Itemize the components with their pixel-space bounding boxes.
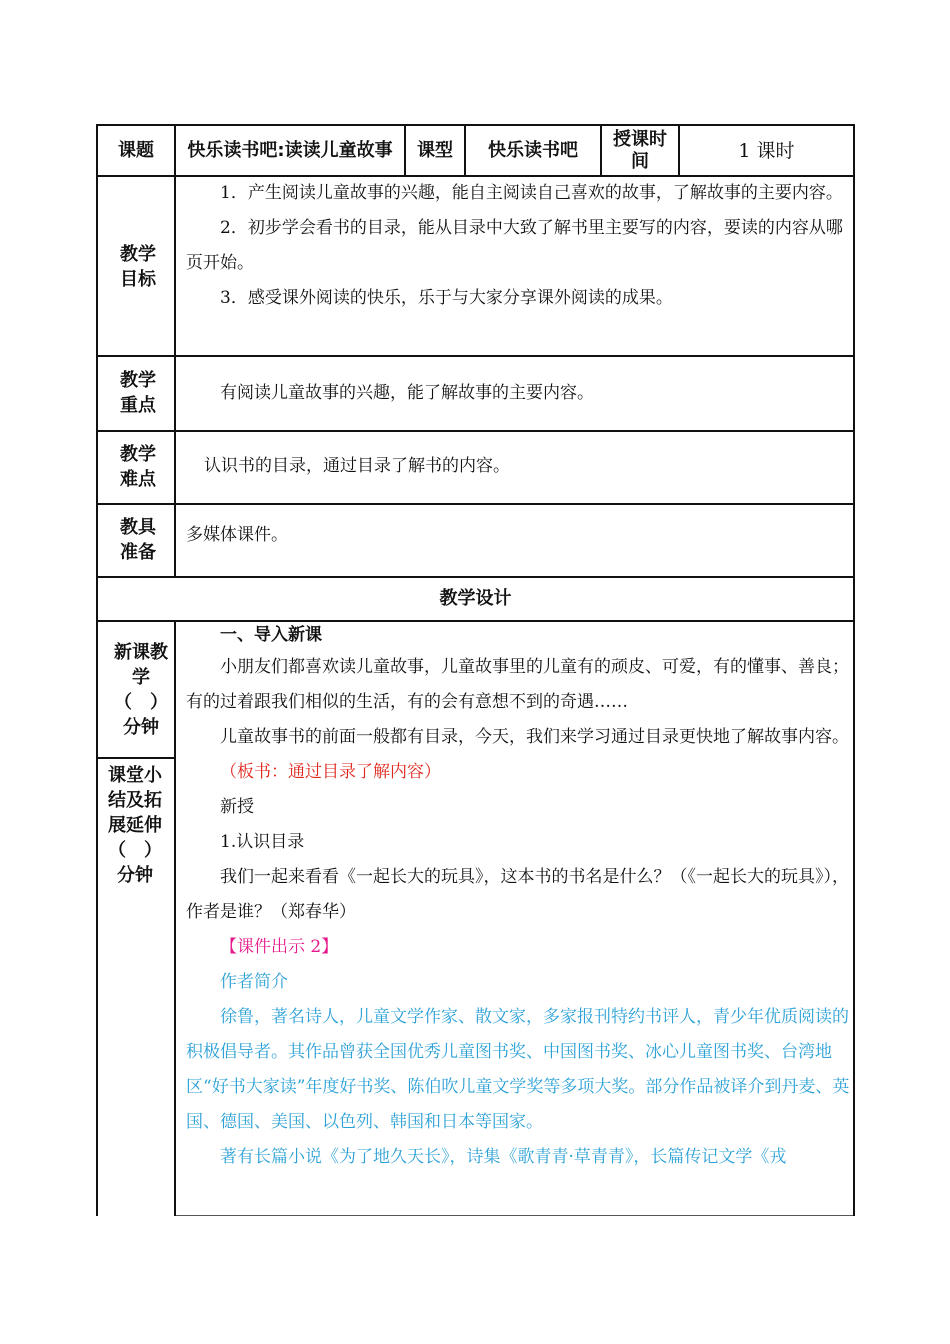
intro-paragraph: 儿童故事书的前面一般都有目录，今天，我们来学习通过目录更快地了解故事内容。 [220, 727, 849, 747]
summary-time-label: 课堂小结及拓展延伸（ ）分钟 [108, 765, 162, 886]
new-lesson-heading: 新授 [220, 797, 254, 817]
materials-text: 多媒体课件。 [186, 525, 288, 545]
section-title: 一、导入新课 [220, 625, 322, 645]
goal-item: 1．产生阅读儿童故事的兴趣，能自主阅读自己喜欢的故事，了解故事的主要内容。 [220, 183, 843, 203]
difficulties-label: 教学难点 [120, 444, 156, 490]
topic-value: 快乐读书吧:读读儿童故事 [187, 139, 393, 161]
author-paragraph: 著有长篇小说《为了地久天长》，诗集《歌青青·草青青》，长篇传记文学《戎 [220, 1147, 787, 1167]
author-heading: 作者简介 [220, 972, 288, 992]
table-border [96, 757, 176, 759]
table-border [176, 1215, 855, 1216]
courseware-note: 【课件出示 2】 [220, 937, 339, 957]
goals-label: 教学目标 [120, 244, 156, 290]
design-content [186, 620, 853, 1175]
new-lesson-time-label: 新课教学（ ）分钟 [114, 642, 168, 738]
table-border [600, 124, 602, 176]
intro-paragraph: 小朋友们都喜欢读儿童故事，儿童故事里的儿童有的顽皮、可爱，有的懂事、善良；有的过着跟我们相似的生活，有的会有意想不到的奇遇…… [186, 657, 849, 712]
goals-content [186, 176, 853, 316]
goal-item: 3．感受课外阅读的快乐，乐于与大家分享课外阅读的成果。 [220, 288, 673, 308]
table-border [96, 430, 855, 432]
question-paragraph: 我们一起来看看《一起长大的玩具》，这本书的书名是什么？（《一起长大的玩具》），作者是谁？（郑春华） [186, 867, 849, 922]
goal-item: 2．初步学会看书的目录，能从目录中大致了解书里主要写的内容，要读的内容从哪页开始。 [186, 218, 843, 273]
difficulties-text: 认识书的目录，通过目录了解书的内容。 [204, 456, 510, 476]
board-note: （板书：通过目录了解内容） [220, 762, 441, 782]
design-title: 教学设计 [439, 588, 512, 609]
table-border [853, 124, 855, 1216]
table-border [96, 124, 98, 1216]
key-points-label: 教学重点 [120, 370, 156, 416]
table-border [174, 620, 176, 1216]
table-border [96, 355, 855, 357]
time-label: 授课时间 [613, 128, 667, 172]
materials-label: 教具准备 [120, 517, 156, 563]
table-border [96, 503, 855, 505]
step-heading: 1.认识目录 [220, 832, 305, 852]
time-value: 1 课时 [738, 139, 795, 162]
table-border [174, 124, 176, 577]
author-paragraph: 徐鲁，著名诗人，儿童文学作家、散文家，多家报刊特约书评人，青少年优质阅读的积极倡导者。其作品曾获全国优秀儿童图书奖、中国图书奖、冰心儿童图书奖、台湾地区“好书大家读”年度好书奖、陈伯吹儿童文学奖等多项大奖。部分作品被译介到丹麦、英国、德国、美国、以色列、韩国和日本等国家。 [186, 1007, 850, 1132]
key-points-text: 有阅读儿童故事的兴趣，能了解故事的主要内容。 [220, 383, 594, 403]
type-value: 快乐读书吧 [488, 139, 578, 161]
type-label: 课型 [417, 139, 453, 161]
topic-label: 课题 [118, 139, 154, 161]
